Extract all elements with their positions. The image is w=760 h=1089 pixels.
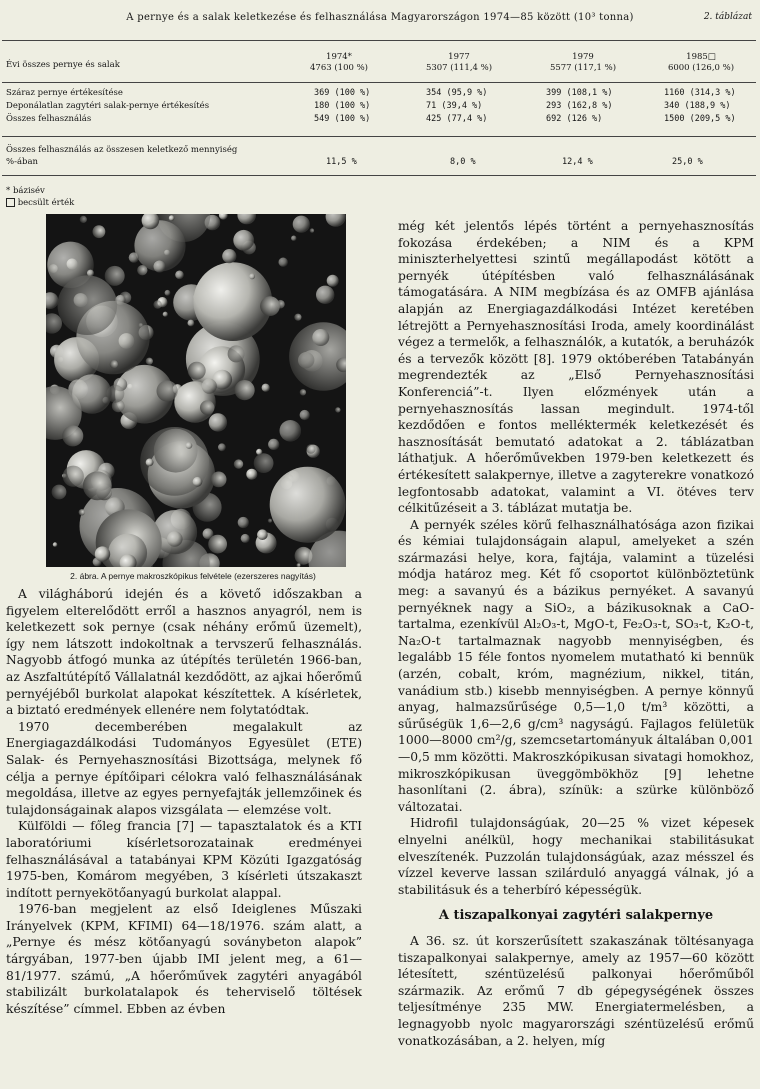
paragraph: A pernyék széles körű felhasználhatósága azon fizikai és kémiai tulajdonságain alapul, amelyeket a szén származási helye, kora, fajtája, valamint a tüzelési módja határoz meg. Két fő csoportot különböztetünk meg: a savanyú és a bázikus pernyéket. A savanyú pernyéknek nagy a SiO₂, a bázikusoknak a CaO-tartalma, ezenkívül Al₂O₃-t, MgO-t, Fe₂O₃-t, SO₃-t, K₂O-t, Na₂O-t tartalmaznak nagyobb mennyiségben, és legalább 15 féle fontos nyomelem mutatható ki bennük (arzén, cobalt, króm, magnézium, nikkel, titán, vanádium stb.) kisebb mennyiségben. A pernye könnyű anyag, halmazsűrűsége 0,5—1,0 t/m³ közötti, a sűrűségük 1,6—2,6 g/cm³ nagyságú. Fajlagos felületük 1000—8000 cm²/g, szemcsetartományuk általában 0,001—0,5 mm közötti. Makroszkópikusan sivatagi homokhoz, mikroszkópikusan üveggömbökhöz [9] lehetne hasonlítani (2. ábra), színük: a szürke különböző változatai. bbox=[398, 517, 754, 814]
particles-image bbox=[46, 214, 346, 567]
table-note-base-year: * bázisév bbox=[6, 186, 45, 196]
figure-caption: 2. ábra. A pernye makroszkópikus felvétele (ezerszeres nagyítás) bbox=[70, 571, 316, 581]
col-header-1979: 1979 5577 (117,1 %) bbox=[549, 52, 617, 73]
square-icon bbox=[6, 198, 15, 207]
left-column bbox=[6, 586, 362, 1017]
paragraph: Külföldi — főleg francia [7] — tapasztalatok és a KTI laboratóriumi kísérletsorozatainak eredményei felhasználásával a tatabányai KPM Közúti Igazgatóság 1975-ben, Komárom megyében, 3 kísérleti útszakaszt indított pernyekötőanyagú burkolat alappal. bbox=[6, 819, 362, 900]
col-header-1985: 1985□ 6000 (126,0 %) bbox=[667, 52, 735, 73]
table-label: 2. táblázat bbox=[703, 12, 752, 22]
table-rule-mid bbox=[2, 136, 756, 137]
right-column bbox=[398, 218, 754, 1049]
paragraph: A világháború idején és a követő időszakban a figyelem elterelődött erről a hasznos anyagról, nem is keletkezett sok pernye (csak néhány erőmű üzemelt), így nem látszott indokoltnak a tervszerű felhasználás. Nagyobb átfogó munka az útépítés területén 1966-ban, az Aszfaltútépítő Vállalatnál kezdődött, az ajkai hőerőmű pernyéjéből burkolat alapokat készítettek. A kísérletek, a biztató eredmények ellenére nem folytatódtak. bbox=[6, 587, 362, 718]
paragraph: 1976-ban megjelent az első Ideiglenes Műszaki Irányelvek (KPM, KFIMI) 64—18/1976. szám alatt, a „Pernye és mész kötőanyagú soványbeton alapok” tárgyában, 1977-ben újabb IMI jelent meg, a 61—81/1977. számú, „A hőerőművek zagytéri anyagából stabilizált burkolatalapok és teherviselő töltések készítése” címmel. Ebben az évben bbox=[6, 902, 362, 1016]
paragraph: 1970 decemberében megalakult az Energiagazdálkodási Tudományos Egyesület (ETE) Salak- és Pernyehasznosítási Bizottsága, melynek fő célja a pernye építőipari célokra való felhasználásának megoldása, illetve az egyes pernyefajták jellemzőinek és tulajdonságainak alapos vizsgálata — elemzése volt. bbox=[6, 719, 362, 817]
table-caption: A pernye és a salak keletkezése és felhasználása Magyarországon 1974—85 között (10³ tonna) bbox=[126, 12, 634, 23]
table-rule-bottom bbox=[2, 175, 756, 176]
paragraph: A 36. sz. út korszerűsített szakaszának töltésanyaga tiszapalkonyai salakpernye, amely az 1957—60 között létesített, széntüzelésű palkonyai hőerőműből származik. Az erőmű 7 db gépegységének összes teljesítménye 235 MW. Energiatermelésben, a legnagyobb nyolc magyarországi széntüzelésű erőmű vonatkozásában, a 2. helyen, míg bbox=[398, 933, 754, 1048]
col-header-1974: 1974* 4763 (100 %) bbox=[310, 52, 368, 73]
paragraph: még két jelentős lépés történt a pernyehasznosítás fokozása érdekében; a NIM és a KPM miniszterhelyettesi szintű megállapodást kötött a pernyék útépítésben való felhasználásának támogatására. A NIM megbízása és az OMFB ajánlása alapján az Energiagazdálkodási Intézet keretében létrejött a Pernyehasznosítási Iroda, amely koordinálást végez a termelők, a felhasználók, a kutatók, a beruházók és a tervezők között [8]. 1979 októberében Tatabányán megrendezték az „Első Pernyehasznosítási Konferenciá”-t. Ilyen előzmények után a pernyehasznosítás lassan megindult. 1974-től kezdődően e fontos melléktermék keletkezését és hasznosítását bemutató adatokat a 2. táblázatban láthatjuk. A hőerőművekben 1979-ben keletkezett és értékesített salakpernye, illetve a zagyterekre vonatkozó legfontosabb adatokat, valamint a VI. ötéves terv célkitűzéseit a 3. táblázat mutatja be. bbox=[398, 219, 754, 516]
table-rule-top bbox=[2, 40, 756, 41]
paragraph: Hidrofil tulajdonságúak, 20—25 % vizet képesek elnyelni anélkül, hogy mechanikai stabilitásukat elveszítenék. Puzzolán tulajdonságúak, azaz mésszel és vízzel keverve lassan szilárduló anyaggá válnak, jó a stabilitásuk és a teherbíró képességük. bbox=[398, 816, 754, 897]
table-note-estimate: becsült érték bbox=[6, 198, 74, 208]
section-heading: A tiszapalkonyai zagytéri salakpernye bbox=[438, 908, 714, 924]
table-row-header: Évi összes pernye és salak bbox=[6, 60, 120, 70]
figure-photo bbox=[46, 214, 346, 567]
col-header-1977: 1977 5307 (111,4 %) bbox=[425, 52, 493, 73]
table-rule-header bbox=[2, 82, 756, 83]
